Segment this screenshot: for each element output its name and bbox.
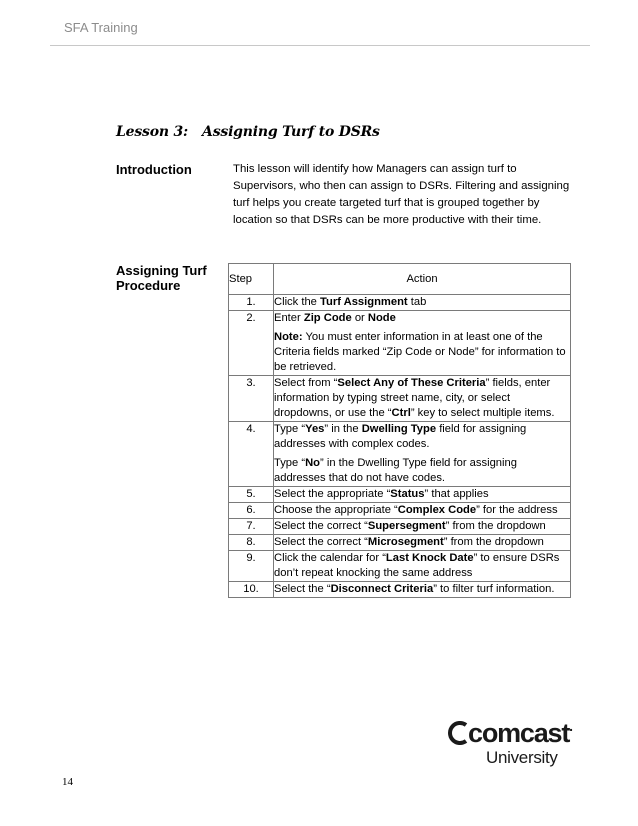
step-number: 4. bbox=[229, 422, 274, 487]
bold-text: Disconnect Criteria bbox=[330, 583, 434, 595]
text-run: tab bbox=[407, 296, 427, 308]
text-run: ” from the dropdown bbox=[443, 536, 544, 548]
step-number: 8. bbox=[229, 535, 274, 551]
bold-text: Microsegment bbox=[367, 536, 444, 548]
step-action bbox=[274, 582, 571, 598]
action-paragraph bbox=[274, 376, 570, 421]
text-run: Enter bbox=[274, 312, 304, 324]
running-header: SFA Training bbox=[64, 20, 138, 35]
action-paragraph bbox=[274, 422, 570, 452]
text-run: Click the calendar for “ bbox=[274, 552, 386, 564]
step-action bbox=[274, 311, 571, 376]
bold-text: No bbox=[305, 457, 321, 469]
procedure-table bbox=[228, 263, 571, 598]
table-row bbox=[229, 487, 571, 503]
logo-brand-text: comcast. bbox=[468, 718, 572, 748]
text-run: Select the correct “ bbox=[274, 536, 368, 548]
bold-text: Ctrl bbox=[391, 407, 411, 419]
text-run: ” from the dropdown bbox=[445, 520, 546, 532]
text-run: Select from “ bbox=[274, 377, 338, 389]
action-paragraph bbox=[274, 456, 570, 486]
bold-text: Node bbox=[367, 312, 396, 324]
table-row bbox=[229, 503, 571, 519]
text-run: ” for the address bbox=[476, 504, 558, 516]
lesson-title: Lesson 3: Assigning Turf to DSRs bbox=[116, 124, 380, 140]
text-run: ” in the bbox=[324, 423, 362, 435]
bold-text: Yes bbox=[305, 423, 325, 435]
step-action bbox=[274, 519, 571, 535]
step-action bbox=[274, 376, 571, 422]
action-paragraph bbox=[274, 582, 570, 597]
step-action bbox=[274, 535, 571, 551]
bold-text: Zip Code bbox=[303, 312, 352, 324]
text-run: Click the bbox=[274, 296, 321, 308]
text-run: ” to filter turf information. bbox=[433, 583, 555, 595]
text-run: ” in the Dwelling Type field for assigning addresses that do not have codes. bbox=[274, 457, 517, 484]
action-paragraph bbox=[274, 487, 570, 502]
text-run: field for assigning addresses with complex codes. bbox=[274, 423, 527, 450]
header-divider bbox=[50, 45, 590, 46]
step-number: 1. bbox=[229, 295, 274, 311]
step-number: 9. bbox=[229, 551, 274, 582]
step-action bbox=[274, 422, 571, 487]
action-column-header: Action bbox=[274, 264, 571, 295]
introduction-text: This lesson will identify how Managers can assign turf to Supervisors, who then can assign to DSRs. Filtering and assigning turf helps you create targeted turf that is grouped together by location so that DSRs can be more productive with their time. bbox=[233, 163, 570, 226]
action-paragraph bbox=[274, 519, 570, 534]
text-run: Select the “ bbox=[274, 583, 331, 595]
table-row bbox=[229, 519, 571, 535]
text-run: Select the appropriate “ bbox=[274, 488, 391, 500]
bold-text: Status bbox=[390, 488, 425, 500]
table-row bbox=[229, 535, 571, 551]
procedure-label: Assigning Turf Procedure bbox=[116, 263, 207, 293]
table-header-row bbox=[229, 264, 571, 295]
step-action bbox=[274, 551, 571, 582]
procedure-steps bbox=[229, 295, 571, 598]
text-run: ” that applies bbox=[424, 488, 489, 500]
text-run: Choose the appropriate “ bbox=[274, 504, 398, 516]
table-row bbox=[229, 582, 571, 598]
step-action bbox=[274, 487, 571, 503]
table-row bbox=[229, 551, 571, 582]
action-paragraph bbox=[274, 330, 570, 375]
step-number: 3. bbox=[229, 376, 274, 422]
table-row bbox=[229, 295, 571, 311]
bold-text: Dwelling Type bbox=[361, 423, 437, 435]
text-run: ” key to select multiple items. bbox=[410, 407, 555, 419]
bold-text: Turf Assignment bbox=[320, 296, 408, 308]
bold-text: Complex Code bbox=[397, 504, 477, 516]
text-run: ” to ensure DSRs don’t repeat knocking the same address bbox=[274, 552, 560, 579]
action-paragraph bbox=[274, 551, 570, 581]
table-row bbox=[229, 376, 571, 422]
text-run: or bbox=[351, 312, 368, 324]
bold-text: Supersegment bbox=[367, 520, 446, 532]
text-run: Type “ bbox=[274, 457, 306, 469]
logo-subtitle: University bbox=[486, 748, 558, 767]
step-number: 7. bbox=[229, 519, 274, 535]
step-number: 5. bbox=[229, 487, 274, 503]
text-run: Select the correct “ bbox=[274, 520, 368, 532]
bold-text: Note: bbox=[274, 331, 303, 343]
text-run: ” fields, enter information by typing street name, city, or select dropdowns, or use the “ bbox=[274, 377, 551, 419]
table-row bbox=[229, 422, 571, 487]
step-number: 10. bbox=[229, 582, 274, 598]
text-run: You must enter information in at least one of the Criteria fields marked “Zip Code or Node” for information to be retrieved. bbox=[274, 331, 566, 373]
step-action bbox=[274, 295, 571, 311]
table-row bbox=[229, 311, 571, 376]
step-column-header: Step bbox=[229, 264, 274, 295]
page-number: 14 bbox=[62, 776, 73, 788]
introduction-label: Introduction bbox=[116, 162, 192, 177]
text-run: Type “ bbox=[274, 423, 306, 435]
action-paragraph bbox=[274, 311, 570, 326]
action-paragraph bbox=[274, 295, 570, 310]
comcast-university-logo bbox=[446, 718, 576, 768]
step-action bbox=[274, 503, 571, 519]
step-number: 6. bbox=[229, 503, 274, 519]
step-number: 2. bbox=[229, 311, 274, 376]
action-paragraph bbox=[274, 503, 570, 518]
bold-text: Last Knock Date bbox=[385, 552, 474, 564]
bold-text: Select Any of These Criteria bbox=[337, 377, 486, 389]
action-paragraph bbox=[274, 535, 570, 550]
